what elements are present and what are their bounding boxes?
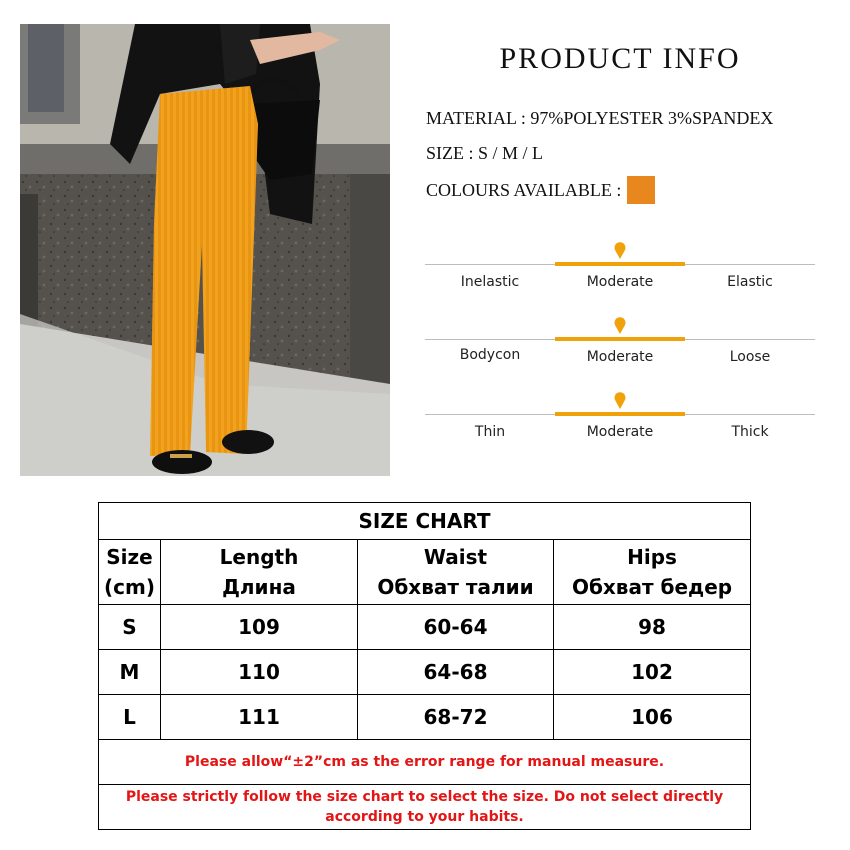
header-hips: Hips Обхват бедер [554, 540, 751, 605]
colours-row [426, 176, 655, 204]
scale-right-label: Elastic [727, 274, 773, 290]
table-row [99, 605, 751, 650]
size-text: SIZE : S / M / L [426, 143, 544, 163]
colour-swatch [627, 176, 655, 204]
size-chart-title: SIZE CHART [99, 503, 751, 540]
table-row [99, 650, 751, 695]
cell-size: M [99, 650, 161, 695]
product-photo [20, 24, 390, 476]
cell-size: S [99, 605, 161, 650]
scale-middle-label: Moderate [586, 274, 654, 290]
thickness-scale [425, 392, 815, 440]
scale-left-label: Bodycon [459, 347, 521, 363]
scale-selected-bar [555, 412, 685, 416]
scale-selected-bar [555, 337, 685, 341]
scale-selected-bar [555, 262, 685, 266]
location-pin-icon [613, 392, 627, 410]
fit-scale [425, 317, 815, 365]
cell-waist: 60-64 [358, 605, 554, 650]
cell-waist: 64-68 [358, 650, 554, 695]
cell-hips: 98 [554, 605, 751, 650]
cell-waist: 68-72 [358, 695, 554, 740]
table-row [99, 695, 751, 740]
elasticity-scale [425, 242, 815, 290]
scale-right-label: Loose [729, 349, 771, 365]
size-chart-table [98, 502, 751, 830]
header-length: Length Длина [161, 540, 358, 605]
scale-middle-label: Moderate [586, 424, 654, 440]
scale-right-label: Thick [731, 424, 769, 440]
scale-left-label: Thin [474, 424, 506, 440]
header-waist: Waist Обхват талии [358, 540, 554, 605]
cell-length: 109 [161, 605, 358, 650]
cell-length: 110 [161, 650, 358, 695]
header-size: Size (cm) [99, 540, 161, 605]
scale-middle-label: Moderate [586, 349, 654, 365]
size-chart-header-row [99, 540, 751, 605]
scale-left-label: Inelastic [460, 274, 520, 290]
cell-hips: 102 [554, 650, 751, 695]
location-pin-icon [613, 317, 627, 335]
material-text: MATERIAL : 97%POLYESTER 3%SPANDEX [426, 108, 774, 128]
cell-hips: 106 [554, 695, 751, 740]
size-selection-note: Please strictly follow the size chart to select the size. Do not select directly according to your habits. [99, 785, 751, 830]
cell-length: 111 [161, 695, 358, 740]
measurement-error-note: Please allow“±2”cm as the error range for manual measure. [99, 740, 751, 785]
cell-size: L [99, 695, 161, 740]
location-pin-icon [613, 242, 627, 260]
product-info-title: PRODUCT INFO [499, 42, 741, 75]
colours-label: COLOURS AVAILABLE : [426, 179, 622, 200]
